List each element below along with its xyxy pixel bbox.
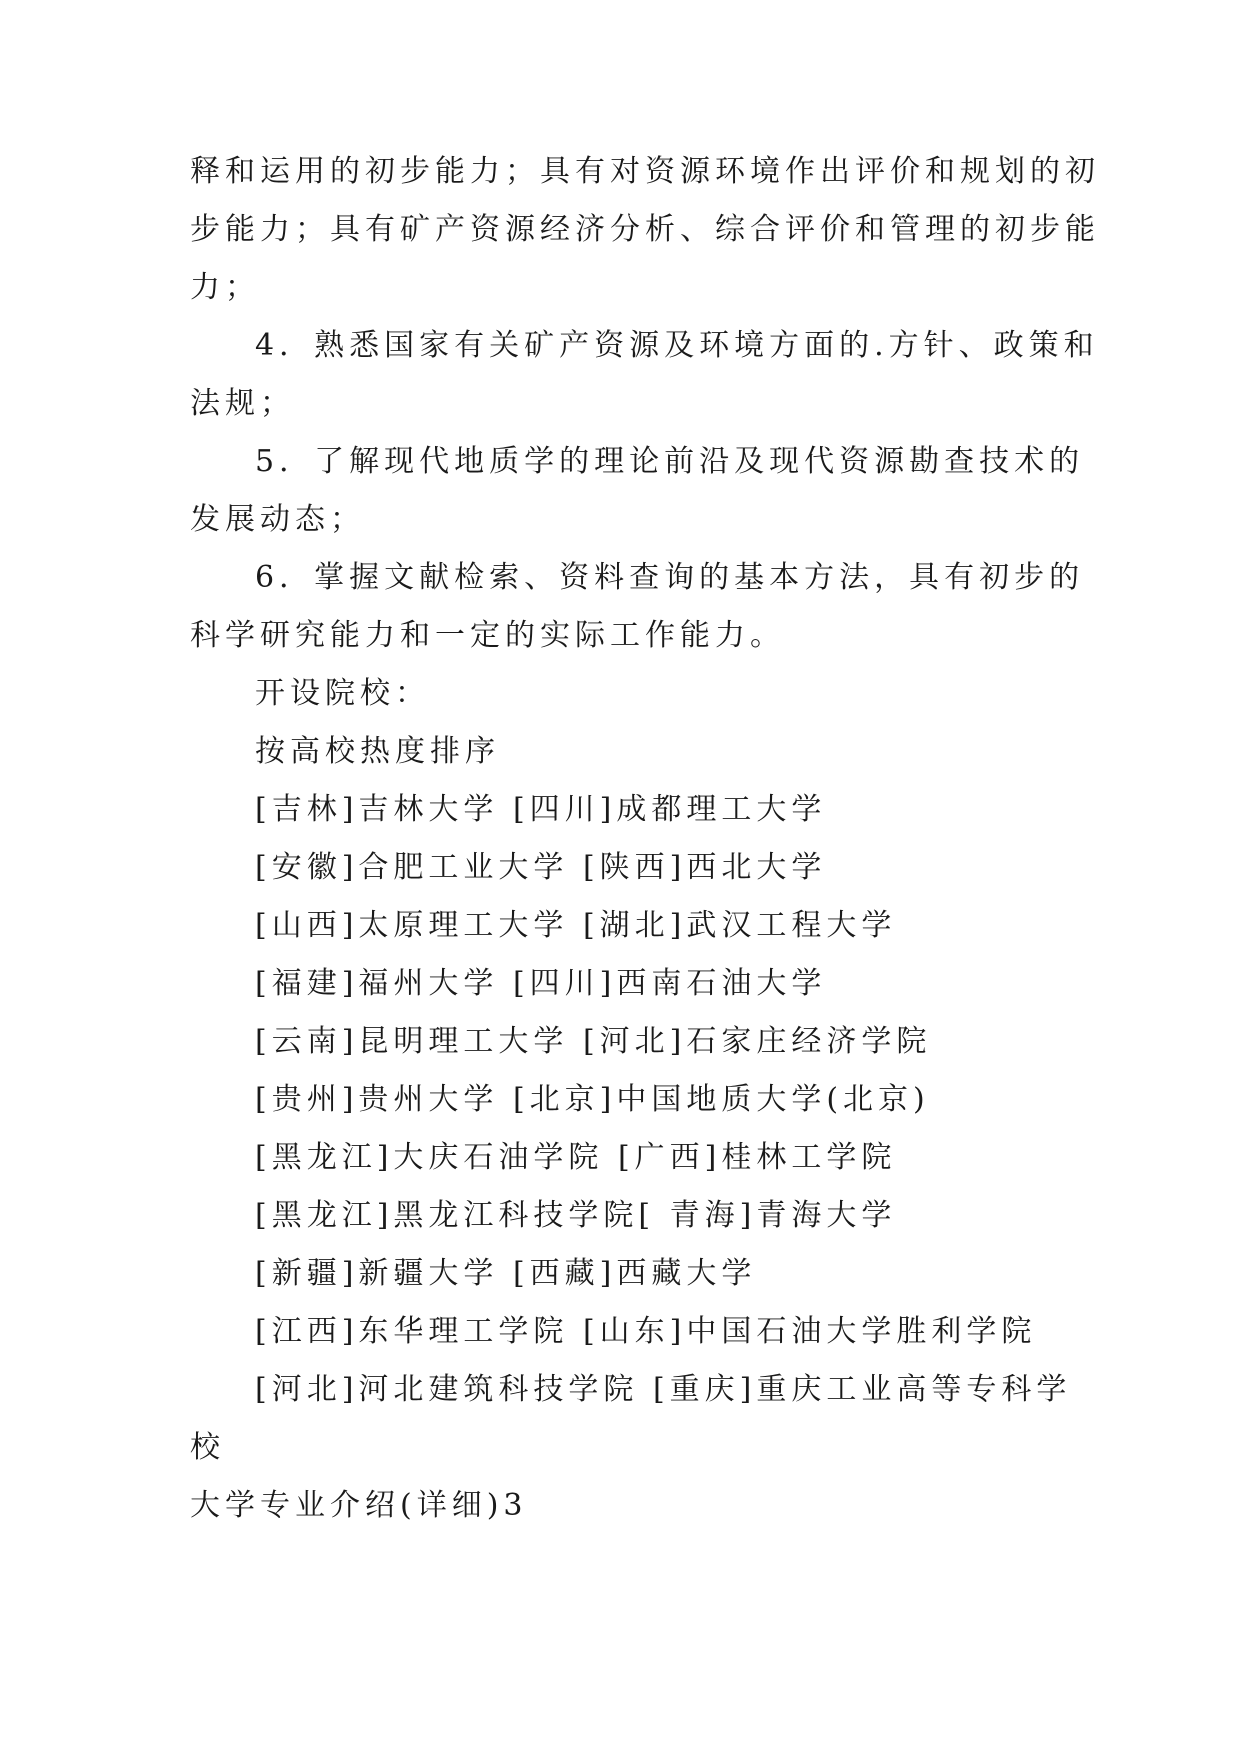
list-item-5: 5．了解现代地质学的理论前沿及现代资源勘查技术的 [255, 444, 1085, 479]
school-list-line: [安徽]合肥工业大学 [陕西]西北大学 [255, 850, 827, 885]
school-list-line: [福建]福州大学 [四川]西南石油大学 [255, 966, 827, 1001]
paragraph-line: 发展动态； [190, 502, 365, 537]
school-list-line: [黑龙江]黑龙江科技学院[ 青海]青海大学 [255, 1198, 897, 1233]
list-item-6: 6．掌握文献检索、资料查询的基本方法，具有初步的 [255, 560, 1085, 595]
sort-note: 按高校热度排序 [255, 734, 500, 769]
paragraph-line: 力； [190, 270, 260, 305]
paragraph-line: 释和运用的初步能力；具有对资源环境作出评价和规划的初 [190, 154, 1100, 189]
school-list-line: [新疆]新疆大学 [西藏]西藏大学 [255, 1256, 757, 1291]
document-footer-title: 大学专业介绍(详细)3 [190, 1488, 528, 1523]
paragraph-line: 法规； [190, 386, 295, 421]
paragraph-line: 科学研究能力和一定的实际工作能力。 [190, 618, 785, 653]
list-item-4: 4．熟悉国家有关矿产资源及环境方面的.方针、政策和 [255, 328, 1099, 363]
school-list-line: [吉林]吉林大学 [四川]成都理工大学 [255, 792, 827, 827]
school-list-line: [贵州]贵州大学 [北京]中国地质大学(北京) [255, 1082, 930, 1117]
paragraph-line: 步能力；具有矿产资源经济分析、综合评价和管理的初步能 [190, 212, 1100, 247]
school-list-line: [山西]太原理工大学 [湖北]武汉工程大学 [255, 908, 897, 943]
school-list-line: 校 [190, 1430, 225, 1465]
section-heading-schools: 开设院校： [255, 676, 430, 711]
school-list-line: [云南]昆明理工大学 [河北]石家庄经济学院 [255, 1024, 932, 1059]
school-list-line: [黑龙江]大庆石油学院 [广西]桂林工学院 [255, 1140, 897, 1175]
school-list-line: [河北]河北建筑科技学院 [重庆]重庆工业高等专科学 [255, 1372, 1072, 1407]
school-list-line: [江西]东华理工学院 [山东]中国石油大学胜利学院 [255, 1314, 1037, 1349]
